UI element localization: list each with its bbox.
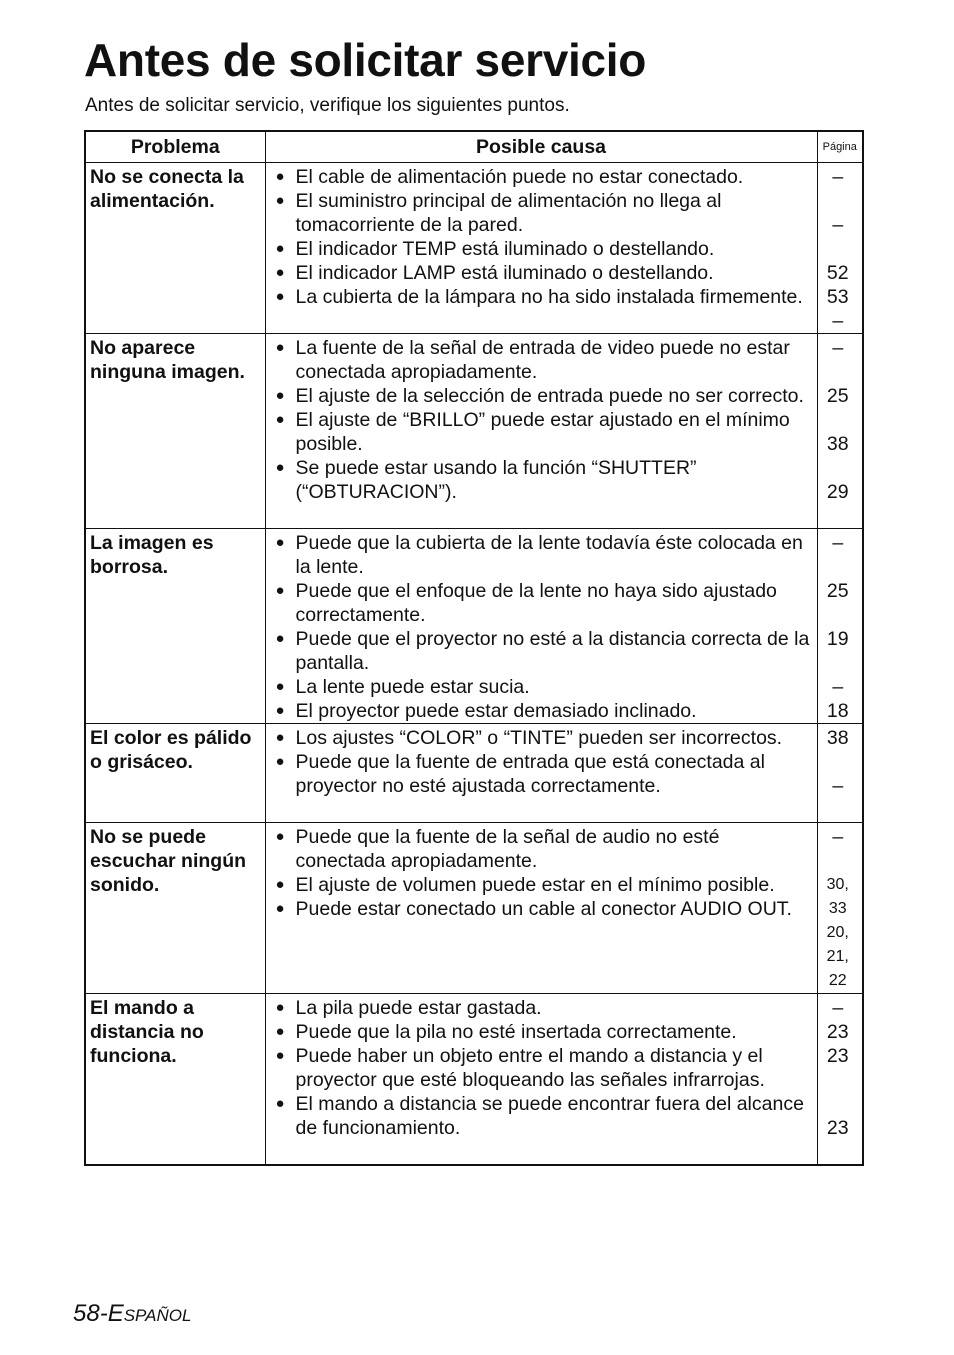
problem-cell: No aparece ninguna imagen.: [85, 334, 265, 529]
page-ref: –: [832, 676, 844, 698]
cause-item: ● Puede que la pila no esté insertada correctamente.: [276, 1020, 811, 1044]
page-ref: 23: [826, 1021, 849, 1043]
page-cell: [817, 724, 863, 823]
page-title: Antes de solicitar servicio: [84, 34, 647, 86]
page-ref: 52: [826, 262, 849, 284]
problem-cell: No se puede escuchar ningún sonido.: [85, 823, 265, 994]
cause-item: ● Puede estar conectado un cable al conector AUDIO OUT.: [276, 897, 811, 921]
problem-cell: El mando a distancia no funciona.: [85, 994, 265, 1166]
cause-list: [266, 334, 817, 504]
page-ref: 38: [826, 727, 849, 749]
cause-item: ● Puede que la cubierta de la lente todavía éste colocada en la lente.: [276, 531, 811, 579]
troubleshooting-table: [84, 130, 864, 1166]
cause-item: ● El ajuste de la selección de entrada puede no ser correcto.: [276, 384, 811, 408]
cause-cell: [265, 529, 817, 724]
page-ref: –: [832, 775, 844, 797]
problem-cell: No se conecta la alimentación.: [85, 163, 265, 334]
page-ref: 30, 33: [826, 876, 849, 917]
page-ref-list: [818, 823, 863, 993]
header-page: Página: [817, 131, 863, 163]
cause-item: ● El indicador LAMP está iluminado o destellando.: [276, 261, 811, 285]
cause-item: ● Puede que el enfoque de la lente no haya sido ajustado correctamente.: [276, 579, 811, 627]
page-subtitle: Antes de solicitar servicio, verifique los siguientes puntos.: [85, 95, 570, 116]
page-ref: 25: [826, 580, 849, 602]
page-ref: –: [832, 337, 844, 359]
problem-cell: El color es pálido o grisáceo.: [85, 724, 265, 823]
page-ref: 18: [826, 700, 849, 722]
header-problem: Problema: [85, 131, 265, 163]
table-row: [85, 163, 863, 334]
cause-item: ● Puede que el proyector no esté a la distancia correcta de la pantalla.: [276, 627, 811, 675]
page-ref: 38: [826, 433, 849, 455]
page-number: 58-: [73, 1300, 108, 1327]
cause-item: ● Se puede estar usando la función “SHUTTER” (“OBTURACION”).: [276, 456, 811, 504]
page-ref: 20, 21, 22: [826, 924, 849, 989]
table-row: [85, 823, 863, 994]
problem-cell: La imagen es borrosa.: [85, 529, 265, 724]
cause-cell: [265, 334, 817, 529]
cause-list: [266, 724, 817, 798]
table-body: [85, 163, 863, 1166]
cause-cell: [265, 823, 817, 994]
cause-item: ● El ajuste de “BRILLO” puede estar ajustado en el mínimo posible.: [276, 408, 811, 456]
cause-item: ● El ajuste de volumen puede estar en el mínimo posible.: [276, 873, 811, 897]
language-rest: SPAÑOL: [123, 1306, 192, 1325]
cause-item: ● El proyector puede estar demasiado inclinado.: [276, 699, 811, 723]
page-ref: 23: [826, 1117, 849, 1139]
page-ref: –: [832, 997, 844, 1019]
cause-item: ● El indicador TEMP está iluminado o destellando.: [276, 237, 811, 261]
cause-item: ● Puede que la fuente de la señal de audio no esté conectada apropiadamente.: [276, 825, 811, 873]
cause-list: [266, 994, 817, 1140]
page-footer: [73, 1300, 191, 1328]
page-cell: [817, 163, 863, 334]
page-ref: 25: [826, 385, 849, 407]
page-ref: 19: [826, 628, 849, 650]
page-ref: 53: [826, 286, 849, 308]
table-row: [85, 994, 863, 1166]
page-ref-list: [818, 334, 863, 528]
cause-cell: [265, 724, 817, 823]
page-cell: [817, 994, 863, 1166]
page-ref-list: [818, 724, 863, 822]
page-ref: –: [832, 166, 844, 188]
cause-list: [266, 529, 817, 723]
page-ref: –: [832, 826, 844, 848]
cause-item: ● La pila puede estar gastada.: [276, 996, 811, 1020]
page-ref: 29: [826, 481, 849, 503]
page-ref-list: [818, 529, 863, 723]
cause-item: ● El mando a distancia se puede encontrar fuera del alcance de funcionamiento.: [276, 1092, 811, 1140]
table-row: [85, 334, 863, 529]
cause-item: ● Puede que la fuente de entrada que está conectada al proyector no esté ajustada correctamente.: [276, 750, 811, 798]
page-ref: –: [832, 214, 844, 236]
page-ref: –: [832, 310, 844, 332]
cause-item: ● El cable de alimentación puede no estar conectado.: [276, 165, 811, 189]
language-initial: E: [107, 1300, 124, 1327]
cause-list: [266, 163, 817, 309]
page-cell: [817, 823, 863, 994]
header-cause: Posible causa: [265, 131, 817, 163]
cause-item: ● La cubierta de la lámpara no ha sido instalada firmemente.: [276, 285, 811, 309]
page-ref-list: [818, 163, 863, 333]
cause-item: ● La lente puede estar sucia.: [276, 675, 811, 699]
cause-item: ● La fuente de la señal de entrada de video puede no estar conectada apropiadamente.: [276, 336, 811, 384]
cause-list: [266, 823, 817, 921]
cause-item: ● Puede haber un objeto entre el mando a distancia y el proyector que esté bloqueando las señales infrarrojas.: [276, 1044, 811, 1092]
page-cell: [817, 529, 863, 724]
table-row: [85, 724, 863, 823]
cause-item: ● Los ajustes “COLOR” o “TINTE” pueden ser incorrectos.: [276, 726, 811, 750]
page-ref-list: [818, 994, 863, 1164]
page-cell: [817, 334, 863, 529]
table-header-row: [85, 131, 863, 163]
cause-cell: [265, 163, 817, 334]
table-row: [85, 529, 863, 724]
cause-item: ● El suministro principal de alimentación no llega al tomacorriente de la pared.: [276, 189, 811, 237]
page-ref: 23: [826, 1045, 849, 1067]
cause-cell: [265, 994, 817, 1166]
page-ref: –: [832, 532, 844, 554]
